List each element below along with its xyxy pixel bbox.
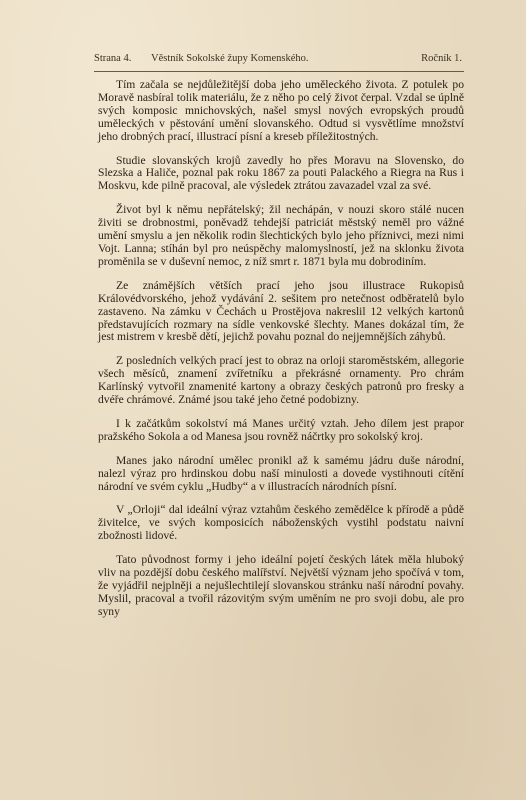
paragraph: Tato původnost formy i jeho ideální pojetí českých látek měla hluboký vliv na pozdější dobu českého malířství. Největší význam jeho spočívá v tom, že vyjádřil nejplněji a nejušlechtilejí slovanskou stránku naší národní povahy. Myslil, pracoval a tvořil rázovitým svým uměním ne pro svoji dobu, ale pro syny [98,553,464,618]
page-number: Strana 4. [94,53,132,64]
paragraph: I k začátkům sokolství má Manes určitý vztah. Jeho dílem jest prapor pražského Sokola a od Manesa jsou rovněž náčrtky pro sokolský kroj. [98,416,464,443]
journal-title: Věstník Sokolské župy Komenského. [151,53,309,64]
paragraph: Ze známějších větších prací jeho jsou illustrace Rukopisů Královédvorského, jehož vydávání 2. sešitem pro netečnost odběratelů bylo zastaveno. Na zámku v Čechách u Prostějova nakreslil 12 velkých kartonů představujících rozmary na sídle venkovské šlechty. Manes dokázal tím, že jest mistrem v kresbě dětí, jejichž povahu poznal do nejjemnějších záhybů. [98,278,464,344]
volume-number: Ročník 1. [421,53,462,64]
paragraph: Život byl k němu nepřátelský; žil nechápán, v nouzi skoro stálé nucen živiti se drobnostmi, poněvadž tehdejší patriciát městský neměl pro vážné umění smyslu a jen několik rodin šlechtických bylo jeho příznivci, mezi nimi Vojt. Lanna; stíhán byl pro neúspěchy malomyslností, jež na sklonku života proměnila se v duševní nemoc, z níž smrt r. 1871 byla mu dobrodiním. [98,203,464,268]
paragraph: Tím začala se nejdůležitější doba jeho uměleckého života. Z potulek po Moravě nasbíral tolik materiálu, že z něho po celý život čerpal. Vzdal se úplně svých komposic mnichovských, našel smysl nových evropských proudů uměleckých v pěstování umění slovanského. Odtud si vysvětlíme množství jeho drobných prací, illustrací písní a kreseb příležitostných. [98,78,464,143]
paragraph: Manes jako národní umělec pronikl až k samému jádru duše národní, nalezl výraz pro hrdinskou dobu naší minulosti a dovede vystihnouti cítění národní ve svém cyklu „Hudby“ a v illustracích národních písní. [98,453,464,493]
running-header [94,53,462,67]
paragraph: Z posledních velkých prací jest to obraz na orloji staroměstském, allegorie všech měsíců, znamení zvířetníku a překrásné ornamenty. Pro chrám Karlínský vytvořil znamenité kartony a obrazy českých patronů pro fresky a dvéře chrámové. Známé jsou také jeho četné podobizny. [98,354,464,407]
header-rule [94,71,464,72]
article-body [98,79,464,630]
paragraph: Studie slovanských krojů zavedly ho přes Moravu na Slovensko, do Slezska a Haliče, poznal pak roku 1867 za pouti Palackého a Riegra na Rus i Moskvu, kde pilně pracoval, ale výsledek ztrátou zavazadel vzal za své. [98,153,464,193]
paragraph: V „Orloji“ dal ideální výraz vztahům českého zemědělce k přírodě a půdě živitelce, ve svých komposicích náboženských vystihl podstatu naivní zbožnosti lidové. [98,503,464,543]
